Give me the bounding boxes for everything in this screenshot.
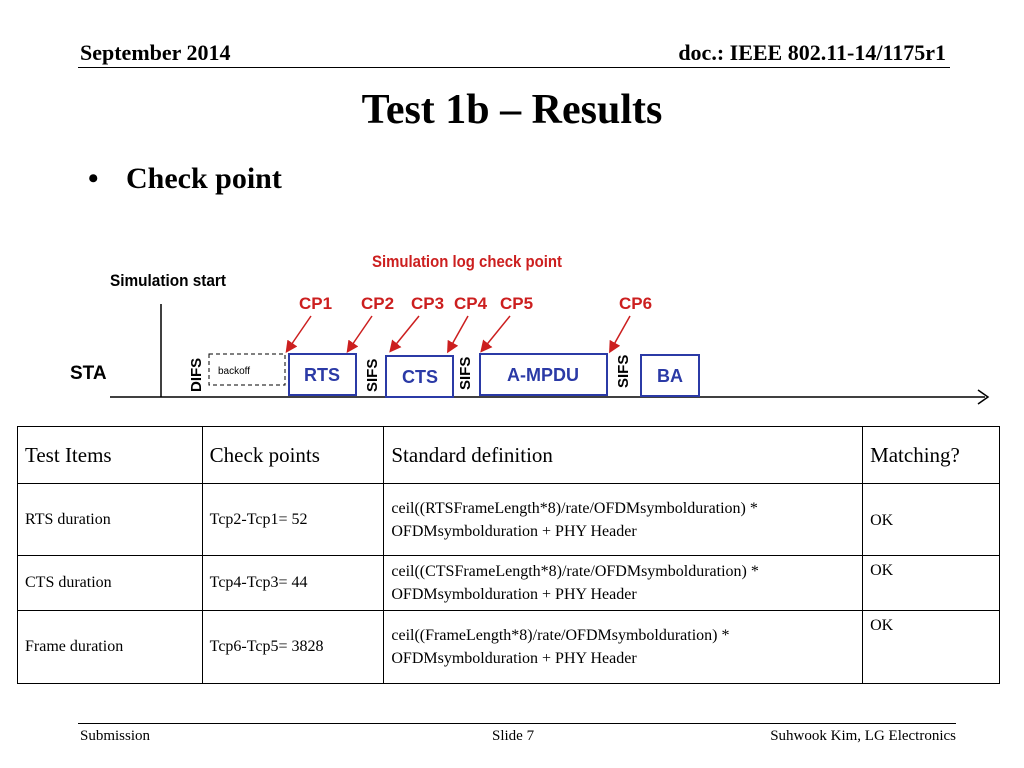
- definition-cell: [384, 556, 863, 611]
- timeline-diagram: [0, 240, 1024, 420]
- matching-cell: OK: [863, 611, 1000, 684]
- backoff-label: backoff: [218, 366, 251, 377]
- station-label: STA: [70, 363, 107, 384]
- column-header: Test Items: [18, 427, 203, 484]
- ifs-label: SIFS: [615, 354, 632, 388]
- definition-line: ceil((RTSFrameLength*8)/rate/OFDMsymbolduration) *: [391, 499, 758, 517]
- checkpoint-label: CP3: [411, 294, 445, 313]
- checkpoint-label: CP1: [299, 294, 333, 313]
- bullet-text: Check point: [126, 162, 282, 195]
- table-row: [18, 611, 1000, 684]
- definition-line: OFDMsymbolduration + PHY Header: [391, 522, 637, 540]
- ifs-label: SIFS: [364, 358, 381, 392]
- checkpoint-arrow: [289, 316, 311, 348]
- test-item-cell: Frame duration: [18, 611, 203, 684]
- checkpoint-label: CP2: [361, 294, 395, 313]
- frame-label: A-MPDU: [507, 365, 579, 385]
- frame-label: RTS: [304, 365, 340, 385]
- ifs-label: SIFS: [457, 356, 474, 390]
- footer-author: Suhwook Kim, LG Electronics: [770, 728, 956, 744]
- check-point-cell: Tcp2-Tcp1= 52: [202, 484, 384, 556]
- table-row: [18, 484, 1000, 556]
- checkpoint-arrow: [612, 316, 630, 348]
- checkpoint-label: CP6: [619, 294, 653, 313]
- definition-line: OFDMsymbolduration + PHY Header: [391, 586, 637, 603]
- frame-label: BA: [657, 366, 683, 386]
- bullet-check-point: [88, 162, 282, 196]
- bullet-glyph: •: [88, 162, 99, 195]
- test-item-cell: CTS duration: [18, 556, 203, 611]
- checkpoint-label: CP5: [500, 294, 534, 313]
- column-header: Standard definition: [384, 427, 863, 484]
- checkpoint-arrow: [393, 316, 419, 348]
- definition-line: ceil((CTSFrameLength*8)/rate/OFDMsymbolduration) *: [391, 563, 759, 580]
- footer-submission: Submission: [80, 728, 151, 744]
- checkpoint-arrow: [350, 316, 372, 348]
- test-item-cell: RTS duration: [18, 484, 203, 556]
- slide-title: Test 1b – Results: [361, 87, 663, 133]
- matching-cell: OK: [863, 556, 1000, 611]
- frame-label: CTS: [402, 367, 438, 387]
- header-doc-id: doc.: IEEE 802.11-14/1175r1: [678, 40, 946, 65]
- footer-slide-number: Slide 7: [492, 728, 535, 744]
- check-point-cell: Tcp4-Tcp3= 44: [202, 556, 384, 611]
- results-table: [17, 426, 1000, 684]
- definition-line: ceil((FrameLength*8)/rate/OFDMsymbolduration) *: [391, 627, 730, 644]
- matching-cell: OK: [863, 484, 1000, 556]
- checkpoint-arrow: [484, 316, 510, 348]
- check-point-cell: Tcp6-Tcp5= 3828: [202, 611, 384, 684]
- simulation-start-label: Simulation start: [110, 271, 227, 290]
- column-header: Check points: [202, 427, 384, 484]
- definition-cell: [384, 611, 863, 684]
- table-header-row: [18, 427, 1000, 484]
- checkpoint-arrow: [450, 316, 468, 348]
- ifs-label: DIFS: [188, 357, 205, 392]
- table-row: [18, 556, 1000, 611]
- checkpoint-label: CP4: [454, 294, 488, 313]
- header-date: September 2014: [80, 40, 231, 65]
- column-header: Matching?: [863, 427, 1000, 484]
- diagram-heading: Simulation log check point: [372, 252, 563, 271]
- footer-divider: [78, 723, 956, 724]
- definition-cell: [384, 484, 863, 556]
- definition-line: OFDMsymbolduration + PHY Header: [391, 650, 637, 667]
- header-divider: [78, 67, 950, 68]
